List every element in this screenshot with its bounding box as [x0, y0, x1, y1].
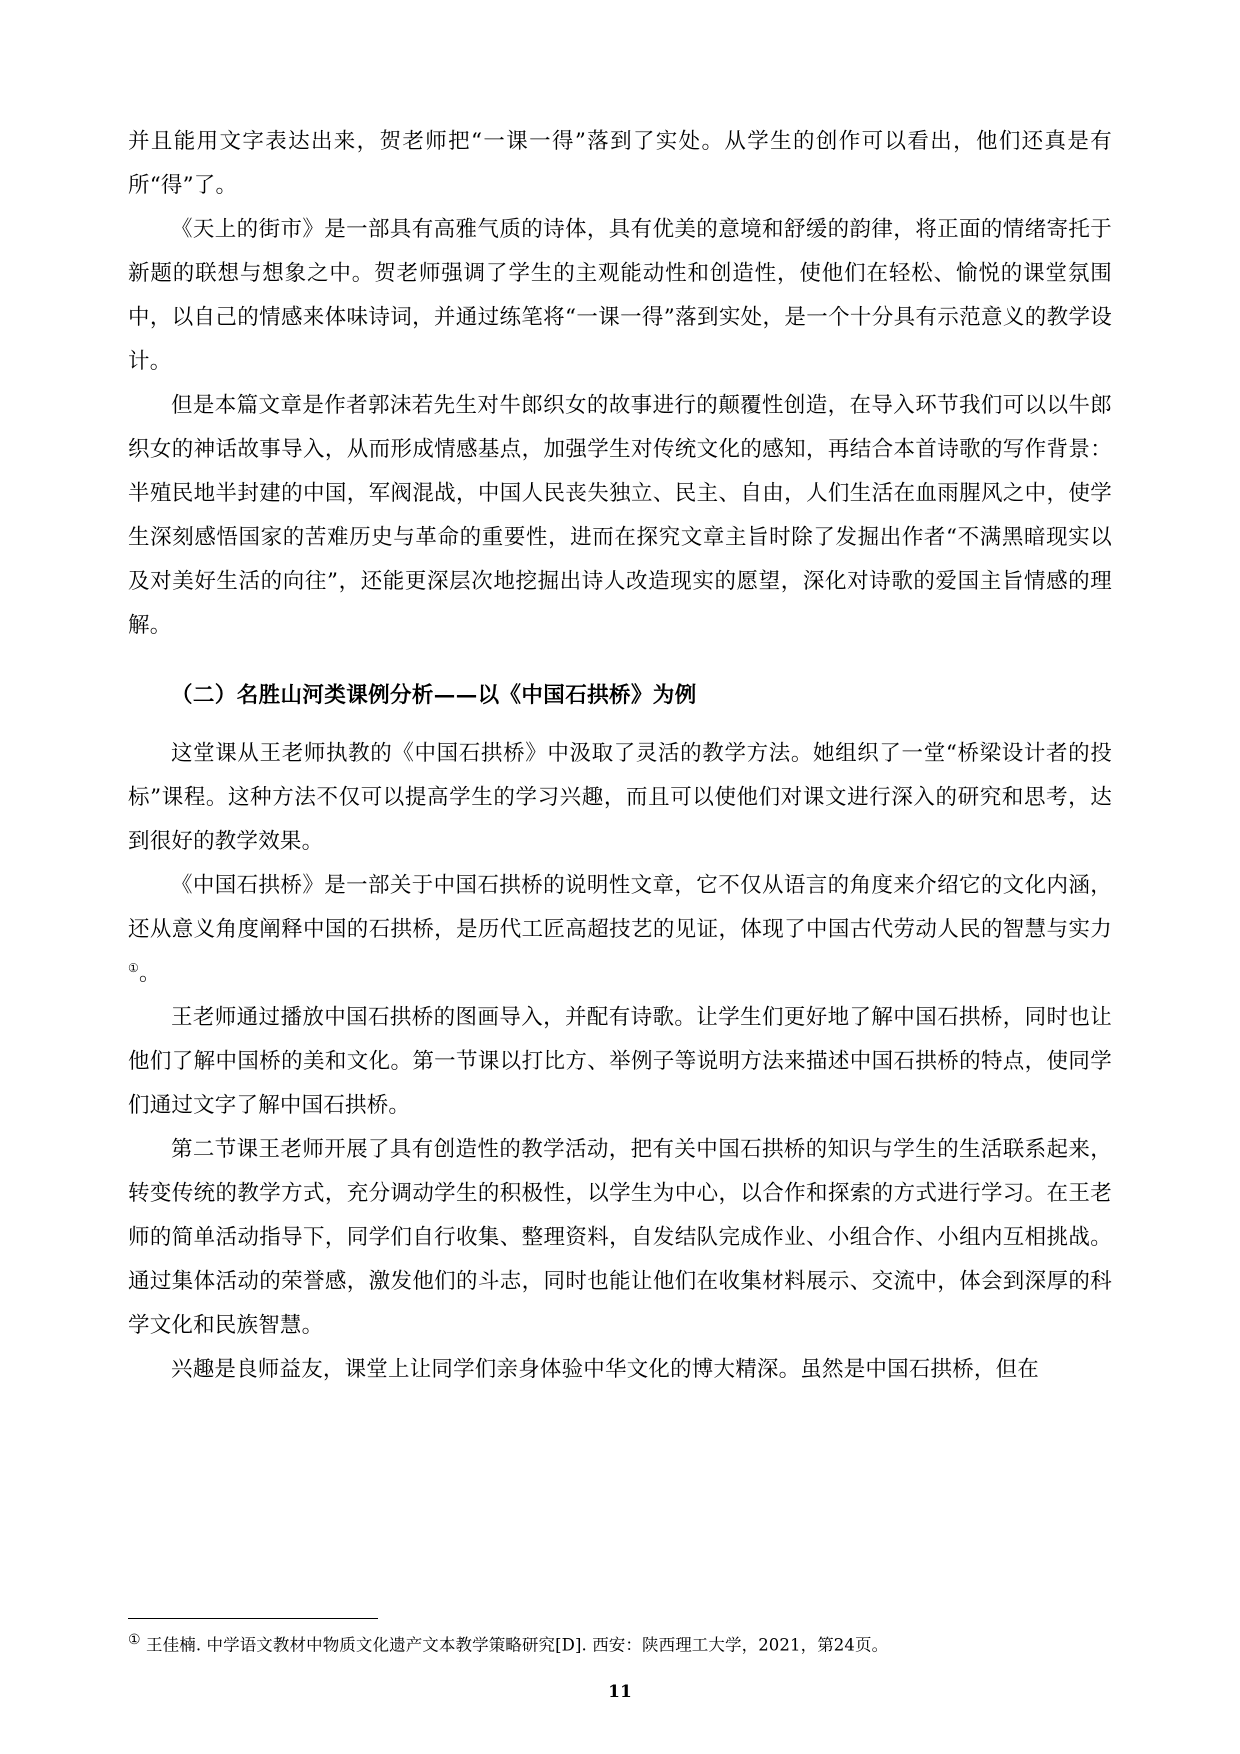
- paragraph: 并且能用文字表达出来，贺老师把“一课一得”落到了实处。从学生的创作可以看出，他们还真是有所“得”了。: [128, 129, 1112, 198]
- paragraph: 这堂课从王老师执教的《中国石拱桥》中汲取了灵活的教学方法。她组织了一堂“桥梁设计者的投标”课程。这种方法不仅可以提高学生的学习兴趣，而且可以使他们对课文进行深入的研究和思考，达到很好的教学效果。: [128, 741, 1112, 854]
- footnote-reference-marker: ①: [128, 960, 139, 975]
- page-number: 11: [608, 1682, 632, 1702]
- footnote: [128, 1627, 1112, 1659]
- paragraph: 第二节课王老师开展了具有创造性的教学活动，把有关中国石拱桥的知识与学生的生活联系起来，转变传统的教学方式，充分调动学生的积极性，以学生为中心，以合作和探索的方式进行学习。在王老师的简单活动指导下，同学们自行收集、整理资料，自发结队完成作业、小组合作、小组内互相挑战。通过集体活动的荣誉感，激发他们的斗志，同时也能让他们在收集材料展示、交流中，体会到深厚的科学文化和民族智慧。: [128, 1137, 1112, 1338]
- paragraph: 《天上的街市》是一部具有高雅气质的诗体，具有优美的意境和舒缓的韵律，将正面的情绪寄托于新题的联想与想象之中。贺老师强调了学生的主观能动性和创造性，使他们在轻松、愉悦的课堂氛围中，以自己的情感来体味诗词，并通过练笔将“一课一得”落到实处，是一个十分具有示范意义的教学设计。: [128, 217, 1112, 374]
- footnote-marker: ①: [128, 1631, 141, 1648]
- paragraph-text-after-note: 。: [138, 961, 161, 986]
- paragraph-with-footnote-ref: [128, 864, 1112, 996]
- paragraph: 但是本篇文章是作者郭沫若先生对牛郎织女的故事进行的颠覆性创造，在导入环节我们可以以牛郎织女的神话故事导入，从而形成情感基点，加强学生对传统文化的感知，再结合本首诗歌的写作背景：半殖民地半封建的中国，军阀混战，中国人民丧失独立、民主、自由，人们生活在血雨腥风之中，使学生深刻感悟国家的苦难历史与革命的重要性，进而在探究文章主旨时除了发掘出作者“不满黑暗现实以及对美好生活的向往”，还能更深层次地挖掘出诗人改造现实的愿望，深化对诗歌的爱国主旨情感的理解。: [128, 393, 1112, 638]
- page-body: [128, 120, 1112, 1392]
- paragraph-text-before-note: 《中国石拱桥》是一部关于中国石拱桥的说明性文章，它不仅从语言的角度来介绍它的文化内涵，还从意义角度阐释中国的石拱桥，是历代工匠高超技艺的见证，体现了中国古代劳动人民的智慧与实力: [128, 873, 1112, 942]
- paragraph: 王老师通过播放中国石拱桥的图画导入，并配有诗歌。让学生们更好地了解中国石拱桥，同时也让他们了解中国桥的美和文化。第一节课以打比方、举例子等说明方法来描述中国石拱桥的特点，使同学们通过文字了解中国石拱桥。: [128, 1005, 1112, 1118]
- footnote-separator-rule: [128, 1618, 378, 1619]
- paragraph: 兴趣是良师益友，课堂上让同学们亲身体验中华文化的博大精深。虽然是中国石拱桥，但在: [171, 1357, 1040, 1382]
- footnote-area: [128, 1618, 1112, 1659]
- section-heading: （二）名胜山河类课例分析——以《中国石拱桥》为例: [171, 683, 697, 708]
- footnote-text: 王佳楠. 中学语文教材中物质文化遗产文本教学策略研究[D]. 西安：陕西理工大学，2021，第24页。: [146, 1635, 889, 1654]
